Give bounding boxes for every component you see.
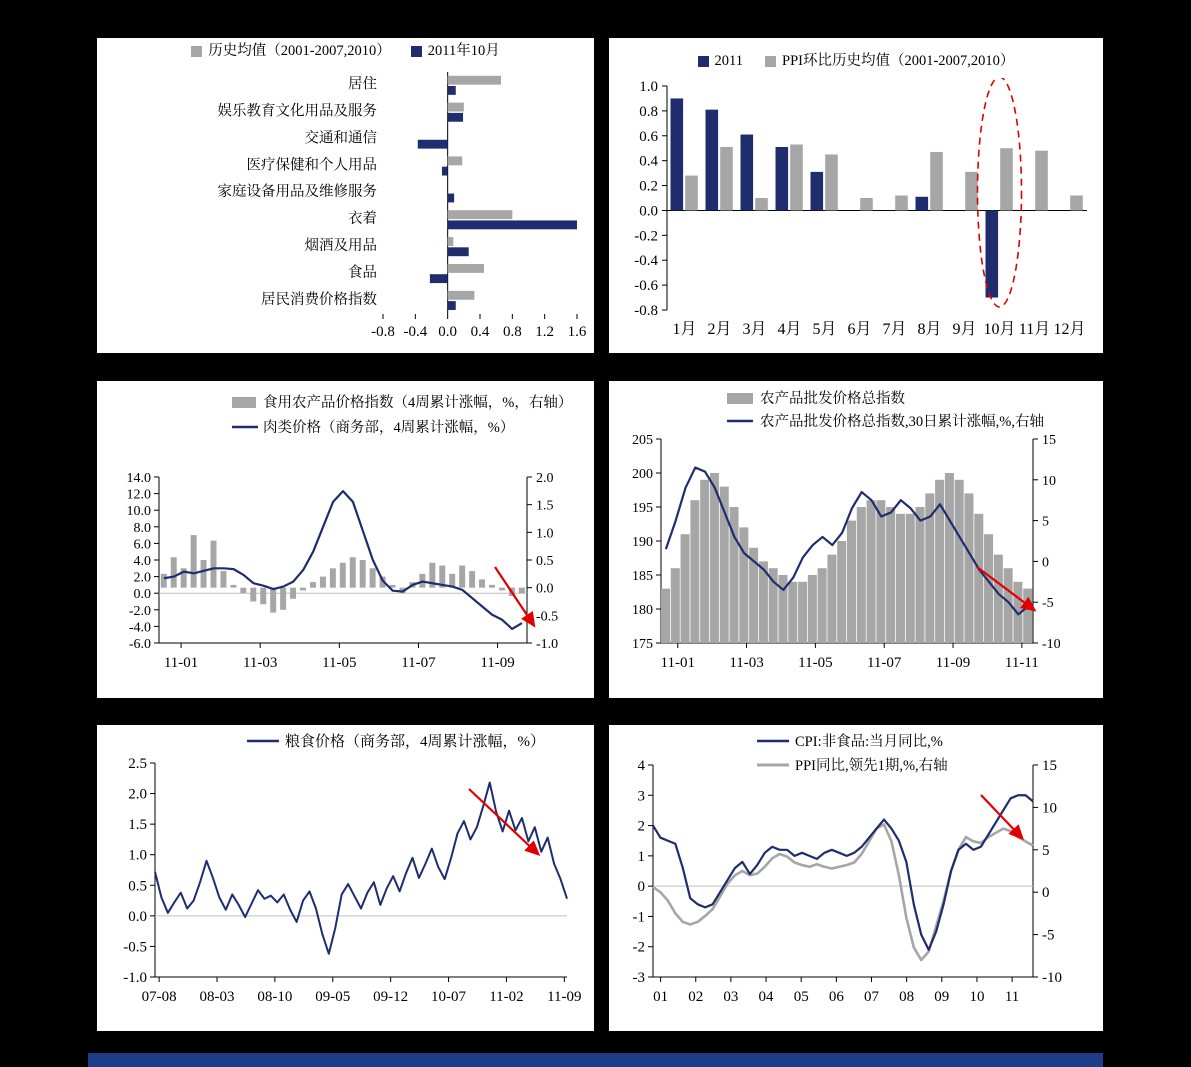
bar-food-index — [370, 568, 376, 587]
axis-tick-label: 5月 — [812, 321, 837, 338]
axis-tick-label: 农产品批发价格总指数 — [760, 391, 905, 407]
bar-agri-index — [974, 514, 983, 643]
bar-historical-avg — [965, 172, 978, 211]
axis-tick-label: 3月 — [742, 321, 767, 338]
axis-tick-label: 7月 — [882, 321, 907, 338]
axis-tick-label: 2月 — [707, 321, 732, 338]
axis-tick-label: -0.6 — [634, 278, 658, 295]
bar-2011 — [986, 210, 999, 297]
bar-food-index — [310, 582, 316, 588]
category-label: 居住 — [348, 76, 377, 93]
axis-tick-label: 12月 — [1053, 321, 1086, 338]
bar-agri-index — [798, 582, 807, 643]
data-series-line — [653, 795, 1033, 949]
grain-price-plot — [97, 725, 594, 1031]
bar-food-index — [280, 588, 286, 610]
axis-tick-label: 1.2 — [535, 324, 555, 340]
bar-agri-index — [876, 500, 885, 643]
bar-agri-index — [847, 521, 856, 643]
axis-tick-label: 11-09 — [935, 655, 971, 671]
bar-agri-index — [661, 589, 670, 643]
bar-agri-index — [1023, 589, 1032, 643]
axis-tick-label: 1.6 — [567, 324, 587, 340]
bar-historical-avg — [448, 76, 501, 85]
axis-tick-label: 0.5 — [128, 878, 147, 895]
bar-food-index — [479, 579, 485, 587]
axis-tick-label: 02 — [688, 989, 704, 1005]
category-label: 交通和通信 — [304, 130, 377, 147]
footer-bar — [88, 1053, 1103, 1067]
axis-tick-label: -0.8 — [371, 324, 395, 340]
bar-historical-avg — [1000, 148, 1013, 210]
legend-food-meat — [232, 393, 572, 436]
axis-tick-label: 11-05 — [322, 655, 357, 671]
bar-food-index — [250, 588, 256, 602]
axis-tick-label: 09-05 — [315, 989, 351, 1005]
axis-tick-label: 11-07 — [866, 655, 902, 671]
axis-tick-label: -1.0 — [123, 970, 147, 986]
axis-tick-label: 0.6 — [639, 128, 658, 145]
axis-tick-label: 200 — [632, 467, 653, 482]
cpi-components-plot — [97, 64, 594, 353]
axis-tick-label: 11 — [1004, 989, 1020, 1005]
axis-tick-label: 10月 — [983, 321, 1016, 338]
axis-tick-label: 09-12 — [373, 989, 409, 1005]
axis-tick-label: 11-11 — [1004, 655, 1039, 671]
chart-panel-ppi-mom — [609, 38, 1103, 353]
axis-tick-label: 11-01 — [163, 655, 199, 671]
axis-tick-label: 粮食价格（商务部，4周累计涨幅，%） — [285, 734, 545, 750]
bar-food-index — [230, 585, 236, 588]
bar-agri-index — [671, 568, 680, 643]
axis-tick-label: 1.0 — [536, 526, 554, 542]
chart-panel-cpi-components — [97, 38, 594, 353]
axis-tick-label: 11-03 — [242, 655, 278, 671]
bar-historical-avg — [825, 154, 838, 210]
bar-food-index — [260, 588, 266, 605]
bar-food-index — [211, 541, 217, 588]
bar-2011-oct — [418, 140, 448, 149]
axis-tick-label: 1.5 — [536, 498, 554, 514]
axis-tick-label: 0.0 — [438, 324, 458, 340]
bar-agri-index — [769, 568, 778, 643]
axis-tick-label: 07-08 — [141, 989, 177, 1005]
axis-tick-label: 0 — [1042, 885, 1050, 902]
axis-tick-label: 11-02 — [489, 989, 524, 1005]
axis-tick-label: 12.0 — [126, 487, 151, 503]
category-label: 家庭设备用品及维修服务 — [217, 184, 377, 201]
bar-food-index — [300, 588, 306, 591]
category-label: 娱乐教育文化用品及服务 — [217, 103, 377, 120]
bar-food-index — [489, 585, 495, 588]
axis-tick-label: 07 — [864, 989, 879, 1005]
axis-tick-label: 2.0 — [128, 786, 147, 803]
bar-2011 — [811, 172, 824, 211]
axis-tick-label: 10-07 — [431, 989, 467, 1005]
axis-tick-label: 185 — [632, 569, 653, 584]
axis-tick-label: -2.0 — [128, 603, 151, 619]
data-series-line — [164, 491, 522, 629]
axis-tick-label: 205 — [632, 433, 653, 448]
bar-historical-avg — [790, 144, 803, 210]
axis-tick-label: 5 — [1042, 514, 1049, 530]
axis-tick-label: 09 — [934, 989, 950, 1005]
axis-tick-label: 0.4 — [470, 324, 490, 340]
bar-food-index — [350, 557, 356, 587]
bar-agri-index — [857, 507, 866, 643]
axis-tick-label: 3 — [637, 788, 645, 805]
axis-tick-label: 0.0 — [128, 908, 147, 925]
legend-cpi-ppi — [757, 733, 948, 774]
bar-agri-index — [916, 507, 925, 643]
axis-tick-label: -0.5 — [123, 939, 147, 956]
bar-2011-oct — [448, 301, 456, 310]
bar-food-index — [290, 588, 296, 599]
ppi-mom-plot — [609, 78, 1103, 353]
chart-panel-agri-wholesale — [609, 381, 1103, 698]
axis-tick-label: 11-09 — [547, 989, 582, 1005]
bar-food-index — [240, 588, 246, 594]
category-label: 医疗保健和个人用品 — [246, 157, 377, 174]
axis-tick-label: 03 — [723, 989, 739, 1005]
axis-tick-label: 08-10 — [257, 989, 293, 1005]
axis-tick-label: 0.0 — [536, 581, 554, 597]
bar-agri-index — [867, 500, 876, 643]
bar-agri-index — [808, 575, 817, 643]
axis-tick-label: 1月 — [672, 321, 697, 338]
axis-tick-label: -0.5 — [536, 609, 559, 625]
axis-tick-label: 10 — [969, 989, 985, 1005]
bar-food-index — [320, 577, 326, 588]
axis-tick-label: 8月 — [917, 321, 942, 338]
axis-tick-label: 农产品批发价格总指数,30日累计涨幅,%,右轴 — [760, 414, 1044, 430]
axis-tick-label: -2 — [632, 939, 645, 956]
bar-2011 — [741, 135, 754, 211]
bar-historical-avg — [720, 147, 733, 210]
bar-2011-oct — [430, 274, 448, 283]
axis-tick-label: 1.0 — [128, 847, 147, 864]
axis-tick-label: 0.5 — [536, 554, 554, 569]
axis-tick-label: -1.0 — [536, 637, 559, 652]
axis-tick-label: 4月 — [777, 321, 802, 338]
axis-tick-label: 10.0 — [126, 504, 151, 520]
axis-tick-label: -10 — [1042, 637, 1061, 652]
legend-cpi-components — [97, 38, 594, 62]
axis-tick-label: 14.0 — [126, 471, 151, 486]
bar-food-index — [499, 588, 505, 591]
axis-tick-label: 5 — [1042, 842, 1050, 859]
axis-tick-label: 05 — [793, 989, 809, 1005]
bar-food-index — [469, 571, 475, 588]
axis-tick-label: 11-01 — [660, 655, 695, 671]
chart-panel-cpi-ppi — [609, 725, 1103, 1031]
bar-2011-oct — [442, 167, 448, 176]
bar-agri-index — [690, 500, 699, 643]
axis-tick-label: 0.4 — [639, 153, 658, 170]
data-series-line — [155, 783, 567, 954]
bar-food-index — [519, 588, 525, 594]
bar-historical-avg — [448, 291, 475, 300]
bar-agri-index — [955, 480, 964, 643]
bar-food-index — [201, 560, 207, 588]
axis-tick-label: 0.8 — [502, 324, 522, 340]
axis-tick-label: 4.0 — [133, 554, 151, 569]
bar-agri-index — [827, 555, 836, 643]
bar-agri-index — [984, 534, 993, 643]
axis-tick-label: 4 — [637, 758, 645, 774]
axis-tick-label: 0 — [1042, 555, 1049, 571]
bar-historical-avg — [448, 210, 513, 219]
axis-tick-label: -0.4 — [634, 253, 658, 270]
bar-historical-avg — [448, 103, 464, 112]
bar-2011-oct — [448, 220, 577, 229]
bar-food-index — [340, 563, 346, 588]
bar-historical-avg — [755, 198, 768, 210]
bar-agri-index — [886, 507, 895, 643]
axis-tick-label: 04 — [758, 989, 774, 1005]
bar-2011-oct — [448, 86, 456, 95]
bar-agri-index — [818, 568, 827, 643]
axis-tick-label: 10 — [1042, 800, 1057, 817]
axis-tick-label: 1.0 — [639, 79, 658, 95]
food-meat-plot — [97, 381, 594, 698]
axis-tick-label: -1 — [632, 909, 645, 926]
legend-swatch-gray — [727, 393, 753, 404]
legend-label-0: 历史均值（2001-2007,2010） — [208, 43, 391, 59]
legend-label-1: PPI环比历史均值（2001-2007,2010） — [782, 53, 1015, 69]
bar-agri-index — [788, 582, 797, 643]
axis-tick-label: 11-03 — [729, 655, 764, 671]
legend-swatch-navy — [411, 46, 422, 57]
bar-food-index — [220, 571, 226, 588]
axis-tick-label: -10 — [1042, 970, 1062, 986]
axis-tick-label: 2.5 — [128, 756, 147, 772]
bar-agri-index — [964, 493, 973, 643]
category-label: 居民消费价格指数 — [261, 291, 377, 308]
bar-agri-index — [906, 514, 915, 643]
bar-agri-index — [681, 534, 690, 643]
bar-2011 — [916, 197, 929, 211]
legend-swatch-gray — [765, 56, 776, 67]
bar-historical-avg — [685, 176, 698, 211]
axis-tick-label: 2.0 — [536, 471, 554, 486]
bar-2011-oct — [448, 247, 469, 256]
chart-panel-grain-price — [97, 725, 594, 1031]
chart-panel-food-meat — [97, 381, 594, 698]
axis-tick-label: 0.0 — [639, 203, 658, 220]
bar-agri-index — [739, 527, 748, 643]
category-label: 食品 — [348, 264, 377, 281]
bar-historical-avg — [1070, 196, 1083, 211]
bar-2011-oct — [448, 194, 454, 203]
bar-agri-index — [994, 555, 1003, 643]
axis-tick-label: 175 — [632, 637, 653, 652]
bar-historical-avg — [930, 152, 943, 210]
bar-agri-index — [896, 514, 905, 643]
axis-tick-label: 1 — [637, 848, 645, 865]
legend-label-1: 2011年10月 — [427, 43, 500, 59]
data-series-line — [653, 824, 1033, 960]
bar-agri-index — [700, 480, 709, 643]
axis-tick-label: 08 — [899, 989, 915, 1005]
bar-historical-avg — [895, 196, 908, 211]
axis-tick-label: 08-03 — [199, 989, 235, 1005]
legend-swatch-gray — [232, 397, 256, 408]
legend-grain — [247, 732, 545, 750]
legend-swatch-navy — [698, 56, 709, 67]
axis-tick-label: 8.0 — [133, 520, 151, 536]
axis-tick-label: 9月 — [952, 321, 977, 338]
axis-tick-label: 1.5 — [128, 817, 147, 834]
bar-historical-avg — [448, 237, 454, 246]
bar-food-index — [171, 557, 177, 587]
bar-historical-avg — [860, 198, 873, 210]
axis-tick-label: 0.2 — [639, 178, 658, 195]
bar-food-index — [191, 535, 197, 588]
axis-tick-label: -5 — [1042, 596, 1054, 612]
bar-2011 — [671, 98, 684, 210]
axis-tick-label: 11月 — [1018, 321, 1051, 338]
axis-tick-label: 肉类价格（商务部，4周累计涨幅，%） — [263, 420, 515, 436]
axis-tick-label: 10 — [1042, 473, 1056, 489]
axis-tick-label: 6月 — [847, 321, 872, 338]
legend-label-0: 2011 — [714, 53, 744, 69]
bar-2011-oct — [448, 113, 463, 122]
axis-tick-label: 195 — [632, 501, 653, 516]
axis-tick-label: 06 — [828, 989, 844, 1005]
axis-tick-label: -0.2 — [634, 228, 658, 245]
legend-ppi-mom — [609, 38, 1103, 72]
legend-swatch-gray — [191, 46, 202, 57]
bar-food-index — [360, 560, 366, 588]
axis-tick-label: -3 — [632, 970, 645, 986]
legend-agri — [727, 389, 1044, 430]
axis-tick-label: 0 — [637, 879, 645, 896]
axis-tick-label: 01 — [653, 989, 669, 1005]
axis-tick-label: 0.8 — [639, 103, 658, 120]
axis-tick-label: -5 — [1042, 927, 1055, 944]
axis-tick-label: -0.8 — [634, 303, 658, 319]
bar-agri-index — [837, 541, 846, 643]
axis-tick-label: 11-07 — [401, 655, 436, 671]
bar-food-index — [161, 574, 167, 588]
axis-tick-label: 2 — [637, 818, 645, 835]
bar-historical-avg — [448, 264, 484, 273]
axis-tick-label: -4.0 — [128, 620, 151, 636]
axis-tick-label: 6.0 — [133, 537, 151, 553]
axis-tick-label: PPI同比,领先1期,%,右轴 — [795, 758, 948, 774]
bar-historical-avg — [448, 156, 463, 165]
axis-tick-label: 190 — [632, 535, 653, 550]
axis-tick-label: 15 — [1042, 433, 1056, 448]
axis-tick-label: 食用农产品价格指数（4周累计涨幅，%，右轴） — [263, 395, 573, 411]
axis-tick-label: CPI:非食品:当月同比,% — [795, 734, 943, 750]
axis-tick-label: 11-09 — [480, 655, 515, 671]
axis-tick-label: -0.4 — [403, 324, 428, 340]
bar-food-index — [330, 568, 336, 587]
axis-tick-label: 180 — [632, 603, 653, 618]
bar-agri-index — [710, 473, 719, 643]
cpi-ppi-plot — [609, 725, 1103, 1031]
category-label: 衣着 — [348, 211, 377, 228]
bar-historical-avg — [1035, 151, 1048, 211]
category-label: 烟酒及用品 — [304, 238, 377, 255]
bar-2011 — [776, 147, 789, 210]
highlight-ellipse — [978, 78, 1022, 307]
axis-tick-label: 15 — [1042, 758, 1057, 774]
bar-agri-index — [945, 473, 954, 643]
bar-2011 — [706, 110, 719, 211]
axis-tick-label: 0.0 — [133, 587, 151, 603]
agri-wholesale-plot — [609, 381, 1103, 698]
bar-food-index — [459, 566, 465, 588]
bar-food-index — [270, 588, 276, 613]
axis-tick-label: 2.0 — [133, 570, 151, 586]
axis-tick-label: 11-05 — [798, 655, 833, 671]
axis-tick-label: -6.0 — [128, 637, 151, 652]
